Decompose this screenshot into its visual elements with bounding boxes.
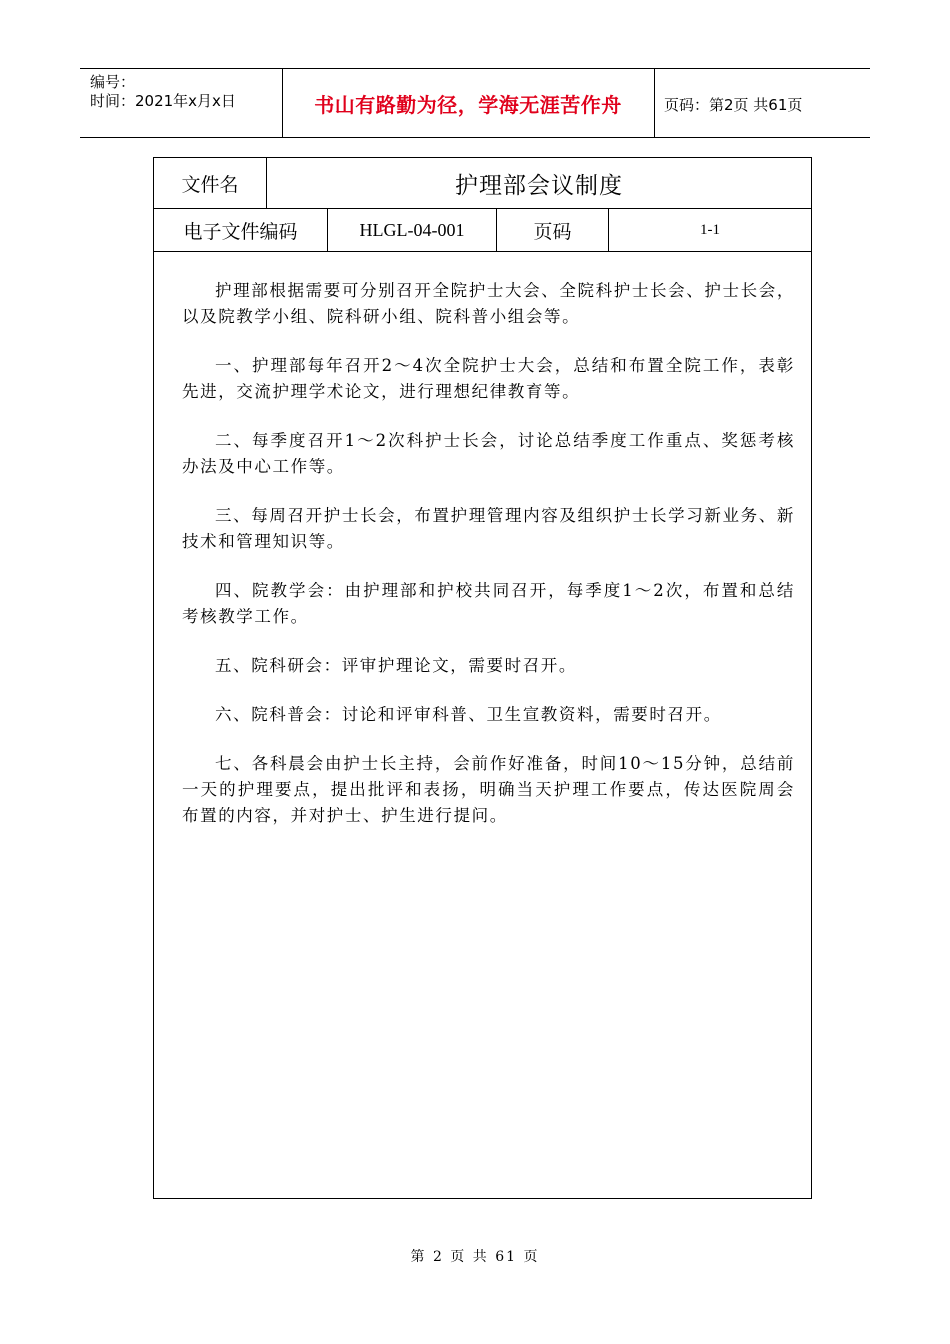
document-body: [182, 278, 795, 852]
form-code-row: [154, 209, 811, 252]
page-value: 1-1: [608, 209, 811, 251]
filename-label: 文件名: [181, 173, 239, 196]
form-title-row: [154, 158, 811, 209]
page-label: 页码: [496, 209, 608, 251]
paragraph: 六、院科普会：讨论和评审科普、卫生宣教资料，需要时召开。: [215, 705, 722, 724]
document-time-label: 时间：2021年x月x日: [90, 92, 236, 110]
paragraph: 四、院教学会：由护理部和护校共同召开，每季度1～2次，布置和总结考核教学工作。: [182, 581, 795, 626]
paragraph: 五、院科研会：评审护理论文，需要时召开。: [215, 656, 577, 675]
paragraph: 七、各科晨会由护士长主持，会前作好准备，时间10～15分钟，总结前一天的护理要点，提出批评和表扬，明确当天护理工作要点，传达医院周会布置的内容，并对护士、护生进行提问。: [182, 754, 795, 825]
header-page-info: 页码：第2页 共61页: [664, 96, 803, 114]
code-label: 电子文件编码: [183, 220, 298, 243]
paragraph: 一、护理部每年召开2～4次全院护士大会，总结和布置全院工作，表彰先进，交流护理学术论文，进行理想纪律教育等。: [182, 356, 795, 401]
header-motto: 书山有路勤为径，学海无涯苦作舟: [314, 92, 622, 117]
paragraph: 二、每季度召开1～2次科护士长会，讨论总结季度工作重点、奖惩考核办法及中心工作等。: [182, 431, 795, 476]
document-title: 护理部会议制度: [266, 158, 811, 208]
paragraph: 三、每周召开护士长会，布置护理管理内容及组织护士长学习新业务、新技术和管理知识等。: [182, 506, 795, 551]
page-footer: 第 2 页 共 61 页: [410, 1249, 540, 1265]
code-value: HLGL-04-001: [327, 209, 496, 251]
document-form: [153, 157, 812, 1199]
document-number-label: 编号：: [90, 73, 136, 91]
paragraph: 护理部根据需要可分别召开全院护士大会、全院科护士长会、护士长会，以及院教学小组、院科研小组、院科普小组会等。: [182, 281, 795, 326]
header-divider: [654, 69, 655, 137]
header-meta: [90, 73, 236, 111]
page-header: [80, 68, 870, 138]
